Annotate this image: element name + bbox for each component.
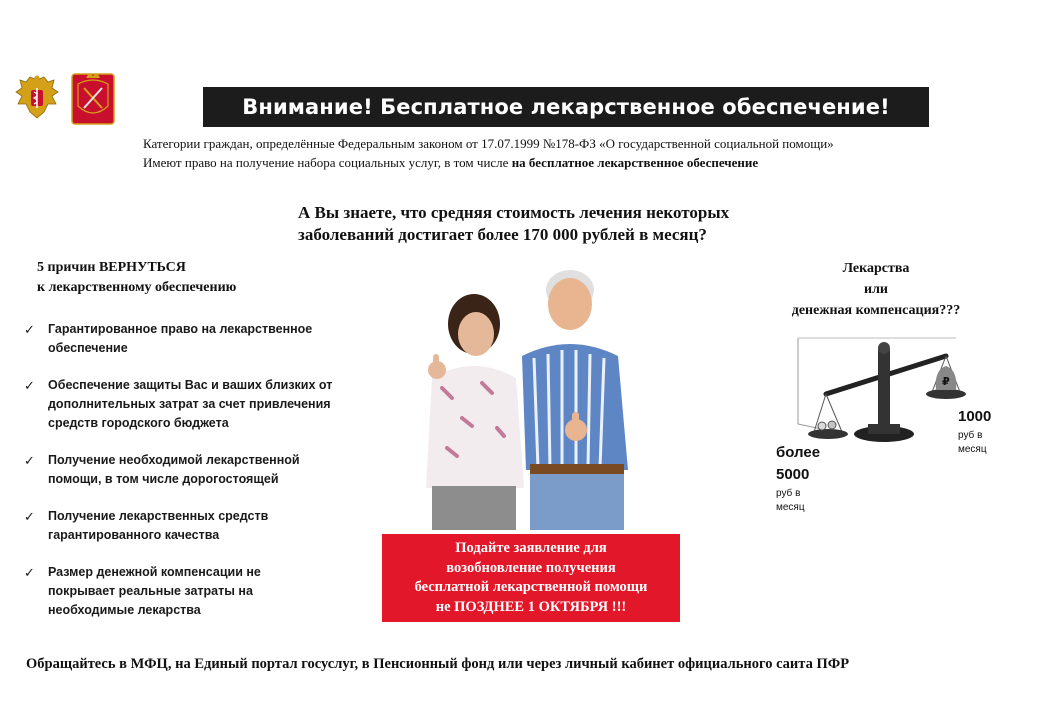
- medicine-cost-unit-line-2: месяц: [776, 502, 805, 513]
- medicine-cost-line-2: 5000: [776, 466, 810, 483]
- reasons-heading-line-1: 5 причин ВЕРНУТЬСЯ: [37, 260, 186, 275]
- checkmark-icon: ✓: [24, 453, 35, 468]
- reasons-list: [22, 320, 362, 638]
- reason-text-line-1: Получение лекарственных средств: [48, 509, 269, 523]
- reason-item: [22, 320, 362, 358]
- reason-text-line-3: необходимые лекарства: [48, 603, 201, 617]
- deadline-call-to-action: [382, 534, 680, 622]
- contact-footer: Обращайтесь в МФЦ, на Единый портал госуслуг, в Пенсионный фонд или через личный кабинет официального саита ПФР: [26, 656, 850, 672]
- reason-text-line-2: покрывает реальные затраты на: [48, 584, 253, 598]
- reason-text-line-1: Обеспечение защиты Вас и ваших близких от: [48, 378, 333, 392]
- compensation-unit-line-2: месяц: [958, 444, 987, 455]
- reason-item: [22, 563, 362, 620]
- medicine-cost-amount: [776, 442, 836, 486]
- reason-item: [22, 507, 362, 545]
- cost-question-line-2: заболеваний достигает более 170 000 рублей в месяц?: [298, 225, 707, 244]
- intro-line-rights: [143, 155, 758, 171]
- cta-line-1: Подайте заявление для: [455, 540, 607, 556]
- balance-scales-icon: [796, 334, 976, 454]
- intro-rights-text: Имеют право на получение набора социальных услуг, в том числе: [143, 155, 512, 170]
- intro-rights-highlight: на бесплатное лекарственное обеспечение: [511, 155, 759, 170]
- reason-item: [22, 376, 362, 433]
- checkmark-icon: ✓: [24, 565, 35, 580]
- compensation-heading: [760, 258, 992, 321]
- spb-coat-of-arms-icon: [68, 70, 118, 128]
- cta-line-3: бесплатной лекарственной помощи: [414, 579, 648, 595]
- reason-text-line-2: помощи, в том числе дорогостоящей: [48, 472, 279, 486]
- reasons-heading: [37, 258, 337, 298]
- reason-text-line-1: Получение необходимой лекарственной: [48, 453, 300, 467]
- medicine-cost-unit: [776, 487, 826, 515]
- ruble-bag-label: ₽: [942, 375, 950, 388]
- reason-text-line-1: Гарантированное право на лекарственное: [48, 322, 313, 336]
- compensation-heading-line-1: Лекарства: [842, 261, 910, 276]
- cta-line-2: возобновление получения: [446, 559, 616, 576]
- checkmark-icon: ✓: [24, 378, 35, 393]
- compensation-amount-unit: [958, 429, 1008, 457]
- compensation-amount: 1000: [958, 408, 992, 425]
- page-title-banner: Внимание! Бесплатное лекарственное обеспечение!: [203, 87, 929, 127]
- cost-question-line-1: А Вы знаете, что средняя стоимость лечения некоторых: [298, 203, 730, 222]
- checkmark-icon: ✓: [24, 509, 35, 524]
- compensation-heading-line-3: денежная компенсация???: [791, 303, 961, 318]
- medicine-cost-line-1: более: [776, 444, 821, 461]
- medicine-cost-unit-line-1: руб в: [776, 488, 801, 499]
- reason-item: [22, 451, 362, 489]
- cost-question: [298, 202, 818, 246]
- reasons-heading-line-2: к лекарственному обеспечению: [37, 280, 237, 295]
- reason-text-line-3: средств городского бюджета: [48, 416, 229, 430]
- elderly-couple-photo: [392, 258, 654, 530]
- cta-line-4: не ПОЗДНЕЕ 1 ОКТЯБРЯ !!!: [435, 598, 627, 615]
- compensation-heading-line-2: или: [864, 282, 888, 297]
- reason-text-line-2: дополнительных затрат за счет привлечения: [48, 397, 331, 411]
- intro-line-law: Категории граждан, определённые Федеральным законом от 17.07.1999 №178-ФЗ «О государственной социальной помощи»: [143, 136, 834, 151]
- reason-text-line-2: гарантированного качества: [48, 528, 220, 542]
- reason-text-line-1: Размер денежной компенсации не: [48, 565, 261, 579]
- reason-text-line-2: обеспечение: [48, 341, 128, 355]
- health-ministry-emblem-icon: [14, 74, 60, 124]
- checkmark-icon: ✓: [24, 322, 35, 337]
- compensation-unit-line-1: руб в: [958, 430, 983, 441]
